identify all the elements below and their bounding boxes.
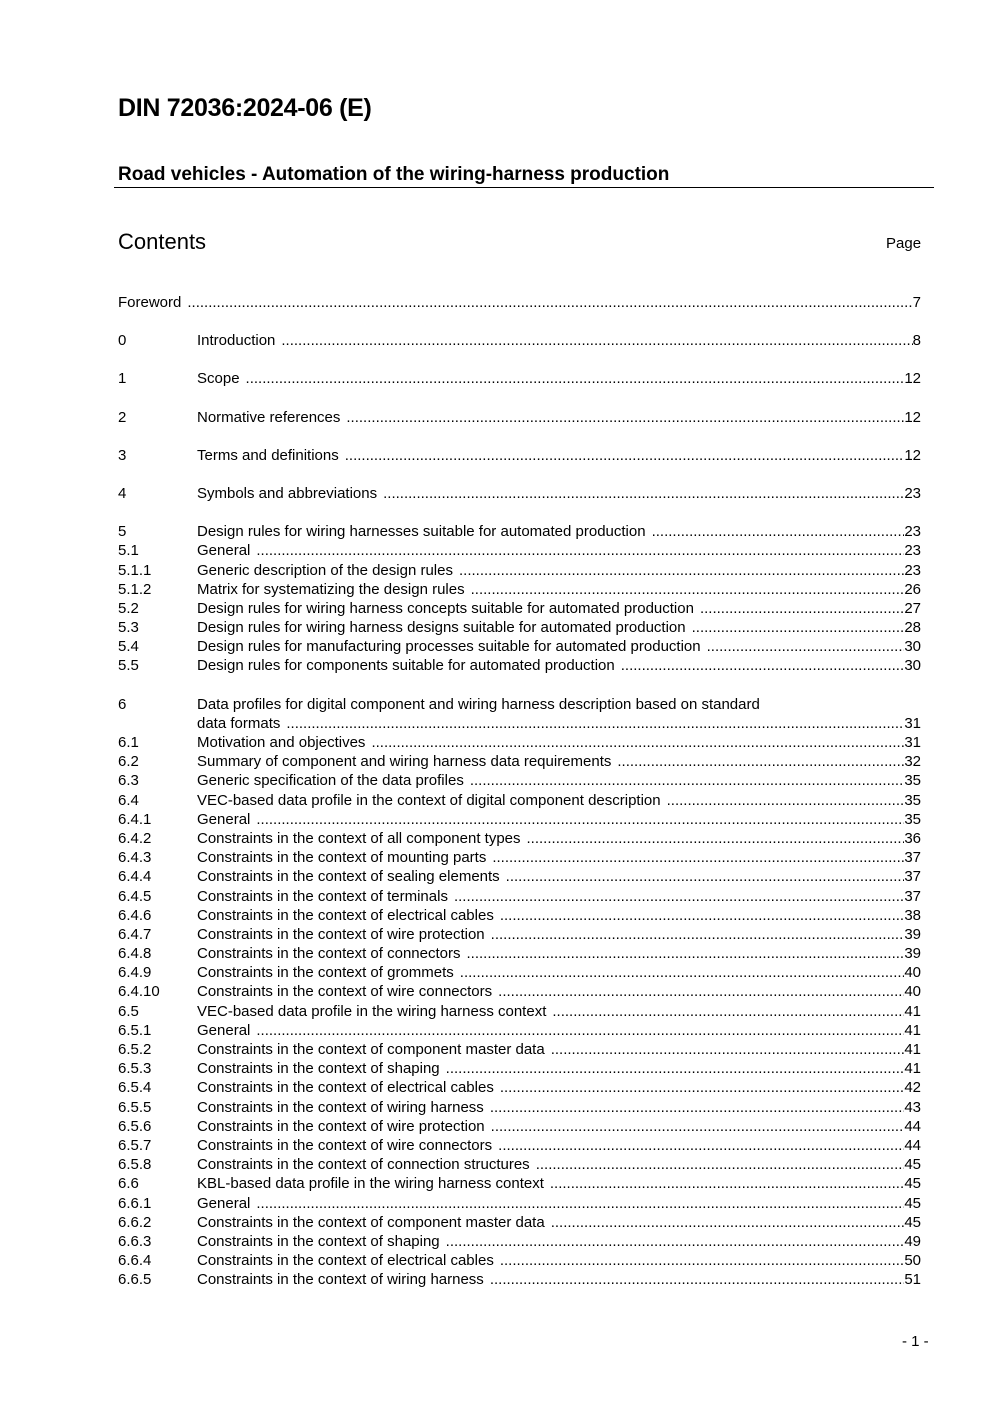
toc-entry-page: 35 bbox=[904, 791, 921, 809]
toc-entry-number: 6.5 bbox=[118, 1002, 139, 1020]
toc-entry-page: 23 bbox=[904, 561, 921, 579]
toc-leader-dots bbox=[246, 369, 905, 388]
toc-entry[interactable] bbox=[118, 906, 921, 925]
toc-entry-number: 5.1.1 bbox=[118, 561, 152, 579]
toc-entry-number: 6.6.1 bbox=[118, 1194, 152, 1212]
toc-leader-dots bbox=[692, 618, 905, 637]
toc-entry-page: 23 bbox=[904, 523, 921, 541]
toc-entry[interactable] bbox=[118, 522, 921, 541]
toc-entry-number: 6.4.3 bbox=[118, 849, 152, 867]
toc-leader-dots bbox=[551, 1040, 905, 1059]
toc-entry-title: Normative references bbox=[197, 408, 341, 426]
toc-entry-number: 6.4.7 bbox=[118, 925, 152, 943]
toc-entry[interactable] bbox=[118, 1194, 921, 1213]
toc-entry-number: 6.6 bbox=[118, 1175, 139, 1193]
toc-entry[interactable] bbox=[118, 1155, 921, 1174]
toc-entry-title: Generic specification of the data profiles bbox=[197, 772, 464, 790]
toc-leader-dots bbox=[459, 561, 904, 580]
toc-entry-page: 37 bbox=[904, 887, 921, 905]
toc-entry-number: 6.4.8 bbox=[118, 945, 152, 963]
toc-entry-number: 5.2 bbox=[118, 599, 139, 617]
toc-entry-page: 41 bbox=[904, 1021, 921, 1039]
toc-leader-dots bbox=[346, 408, 904, 427]
toc-entry[interactable] bbox=[118, 752, 921, 771]
toc-leader-dots bbox=[491, 925, 905, 944]
toc-entry-number: 3 bbox=[118, 446, 127, 464]
toc-entry[interactable] bbox=[118, 561, 921, 580]
toc-entry-title: Symbols and abbreviations bbox=[197, 484, 378, 502]
toc-entry-page: 12 bbox=[904, 446, 921, 464]
toc-entry-page: 41 bbox=[904, 1002, 921, 1020]
toc-entry-number: 6.3 bbox=[118, 772, 139, 790]
toc-entry-page: 23 bbox=[904, 542, 921, 560]
toc-leader-dots bbox=[491, 1117, 905, 1136]
toc-entry-title: Introduction bbox=[197, 332, 276, 350]
toc-leader-dots bbox=[552, 1002, 904, 1021]
toc-entry-page: 27 bbox=[904, 599, 921, 617]
toc-entry-title: Terms and definitions bbox=[197, 446, 339, 464]
toc-leader-dots bbox=[527, 829, 905, 848]
toc-entry[interactable] bbox=[118, 944, 921, 963]
toc-entry-title: Generic description of the design rules bbox=[197, 561, 453, 579]
toc-entry-number: 6.5.8 bbox=[118, 1156, 152, 1174]
toc-entry-title: Matrix for systematizing the design rules bbox=[197, 580, 465, 598]
toc-leader-dots bbox=[446, 1059, 905, 1078]
toc-entry[interactable] bbox=[118, 887, 921, 906]
toc-entry-title: Constraints in the context of sealing elements bbox=[197, 868, 500, 886]
toc-entry-title: Constraints in the context of wire protection bbox=[197, 925, 485, 943]
toc-leader-dots bbox=[506, 867, 905, 886]
toc-entry-title: Constraints in the context of electrical cables bbox=[197, 906, 494, 924]
toc-leader-dots bbox=[286, 714, 904, 733]
toc-entry-title: Summary of component and wiring harness data requirements bbox=[197, 753, 612, 771]
toc-entry[interactable] bbox=[118, 1213, 921, 1232]
toc-leader-dots bbox=[454, 887, 904, 906]
toc-entry-page: 40 bbox=[904, 964, 921, 982]
toc-entry[interactable] bbox=[118, 1117, 921, 1136]
toc-entry[interactable] bbox=[118, 1251, 921, 1270]
toc-leader-dots bbox=[500, 906, 904, 925]
toc-entry-title: Constraints in the context of electrical cables bbox=[197, 1252, 494, 1270]
toc-entry-number: 6.1 bbox=[118, 734, 139, 751]
toc-entry-number: 5.1.2 bbox=[118, 580, 152, 598]
toc-entry[interactable] bbox=[118, 331, 921, 350]
toc-leader-dots bbox=[621, 656, 905, 675]
toc-entry-title: Constraints in the context of connection structures bbox=[197, 1156, 530, 1174]
toc-entry-title: VEC-based data profile in the wiring harness context bbox=[197, 1002, 547, 1020]
toc-leader-dots bbox=[371, 733, 904, 752]
toc-entry-page: 51 bbox=[904, 1271, 921, 1289]
toc-entry[interactable] bbox=[118, 656, 921, 675]
toc-leader-dots bbox=[281, 331, 912, 350]
toc-entry[interactable] bbox=[118, 867, 921, 886]
toc-entry[interactable] bbox=[118, 810, 921, 829]
toc-entry-page: 50 bbox=[904, 1252, 921, 1270]
toc-entry-page: 32 bbox=[904, 753, 921, 771]
table-of-contents bbox=[118, 293, 921, 1289]
toc-entry-number: 6.4.5 bbox=[118, 887, 152, 905]
toc-entry-page: 12 bbox=[904, 408, 921, 426]
document-id: DIN 72036:2024-06 (E) bbox=[118, 94, 372, 122]
toc-entry[interactable] bbox=[118, 1078, 921, 1097]
toc-entry[interactable] bbox=[118, 599, 921, 618]
toc-entry-title: General bbox=[197, 810, 251, 828]
toc-entry-title: data formats bbox=[197, 714, 281, 732]
toc-leader-dots bbox=[470, 771, 904, 790]
toc-entry-title: Constraints in the context of component master data bbox=[197, 1213, 545, 1231]
toc-leader-dots bbox=[550, 1174, 904, 1193]
toc-entry-number: 0 bbox=[118, 332, 127, 350]
toc-entry-page: 30 bbox=[904, 638, 921, 656]
toc-leader-dots bbox=[667, 791, 905, 810]
toc-entry-page: 38 bbox=[904, 906, 921, 924]
toc-entry-number: 6.4.10 bbox=[118, 983, 160, 1001]
toc-entry-number: 5.5 bbox=[118, 657, 139, 675]
toc-entry-title: General bbox=[197, 542, 251, 560]
toc-leader-dots bbox=[256, 1194, 904, 1213]
toc-leader-dots bbox=[536, 1155, 905, 1174]
toc-entry[interactable] bbox=[118, 1136, 921, 1155]
toc-entry-title: Constraints in the context of shaping bbox=[197, 1232, 440, 1250]
toc-entry[interactable] bbox=[118, 829, 921, 848]
toc-entry-title: Design rules for wiring harness concepts suitable for automated production bbox=[197, 599, 694, 617]
toc-entry-page: 36 bbox=[904, 829, 921, 847]
toc-entry-number: 6.5.6 bbox=[118, 1117, 152, 1135]
toc-leader-dots bbox=[187, 293, 912, 312]
toc-entry[interactable] bbox=[118, 771, 921, 790]
toc-entry-number: 1 bbox=[118, 370, 127, 388]
toc-leader-dots bbox=[492, 848, 904, 867]
toc-entry-title: Constraints in the context of wiring harness bbox=[197, 1098, 484, 1116]
toc-entry[interactable] bbox=[118, 791, 921, 810]
toc-entry[interactable] bbox=[118, 714, 921, 733]
toc-entry-page: 44 bbox=[904, 1136, 921, 1154]
toc-entry-page: 31 bbox=[904, 734, 921, 751]
toc-entry[interactable] bbox=[118, 637, 921, 656]
toc-entry[interactable] bbox=[118, 1040, 921, 1059]
toc-entry-page: 41 bbox=[904, 1041, 921, 1058]
toc-entry[interactable] bbox=[118, 580, 921, 599]
toc-entry[interactable] bbox=[118, 695, 921, 714]
toc-entry-title: Constraints in the context of terminals bbox=[197, 887, 448, 905]
toc-entry-page: 39 bbox=[904, 945, 921, 963]
toc-entry-page: 42 bbox=[904, 1079, 921, 1097]
toc-leader-dots bbox=[471, 580, 905, 599]
toc-entry-number: 6 bbox=[118, 695, 127, 713]
toc-leader-dots bbox=[498, 982, 904, 1001]
toc-entry-number: 6.5.7 bbox=[118, 1136, 152, 1154]
toc-entry-number: 6.5.3 bbox=[118, 1060, 152, 1078]
toc-leader-dots bbox=[700, 599, 904, 618]
toc-leader-dots bbox=[490, 1098, 905, 1117]
toc-entry-page: 12 bbox=[904, 370, 921, 388]
toc-entry-number: 6.5.1 bbox=[118, 1021, 152, 1039]
toc-entry-number: 6.5.2 bbox=[118, 1041, 152, 1058]
toc-entry-title: Design rules for wiring harnesses suitable for automated production bbox=[197, 523, 646, 541]
toc-leader-dots bbox=[345, 446, 905, 465]
toc-entry[interactable] bbox=[118, 1232, 921, 1251]
toc-entry-page: 39 bbox=[904, 925, 921, 943]
toc-entry-page: 7 bbox=[912, 294, 921, 311]
toc-entry[interactable] bbox=[118, 484, 921, 503]
document-title: Road vehicles - Automation of the wiring-harness production bbox=[118, 164, 670, 185]
toc-leader-dots bbox=[617, 752, 904, 771]
toc-entry-number: 5.1 bbox=[118, 542, 139, 560]
toc-entry-page: 41 bbox=[904, 1060, 921, 1078]
toc-entry-number: 5.4 bbox=[118, 638, 139, 656]
toc-entry-number: 6.4.1 bbox=[118, 810, 152, 828]
toc-entry-title: Constraints in the context of all component types bbox=[197, 829, 521, 847]
toc-leader-dots bbox=[383, 484, 904, 503]
toc-entry[interactable] bbox=[118, 1059, 921, 1078]
toc-entry[interactable] bbox=[118, 848, 921, 867]
toc-entry-number: 5 bbox=[118, 523, 127, 541]
toc-entry-title: Constraints in the context of grommets bbox=[197, 964, 454, 982]
toc-entry-number: 6.6.5 bbox=[118, 1271, 152, 1289]
toc-entry-title: KBL-based data profile in the wiring harness context bbox=[197, 1175, 544, 1193]
contents-heading: Contents bbox=[118, 229, 207, 254]
toc-entry-title: VEC-based data profile in the context of digital component description bbox=[197, 791, 661, 809]
footer-page-number: - 1 - bbox=[902, 1333, 929, 1350]
toc-leader-dots bbox=[466, 944, 904, 963]
toc-leader-dots bbox=[707, 637, 905, 656]
toc-entry-number: 6.6.2 bbox=[118, 1213, 152, 1231]
toc-entry[interactable] bbox=[118, 408, 921, 427]
toc-entry-number: 6.6.3 bbox=[118, 1232, 152, 1250]
toc-entry-title: Design rules for manufacturing processes suitable for automated production bbox=[197, 638, 701, 656]
toc-entry[interactable] bbox=[118, 293, 921, 312]
toc-entry-page: 35 bbox=[904, 772, 921, 790]
toc-entry-title: Constraints in the context of component master data bbox=[197, 1041, 545, 1058]
toc-entry-title: Scope bbox=[197, 370, 240, 388]
toc-entry-number: 6.5.5 bbox=[118, 1098, 152, 1116]
toc-leader-dots bbox=[498, 1136, 904, 1155]
toc-entry[interactable] bbox=[118, 618, 921, 637]
toc-entry[interactable] bbox=[118, 1021, 921, 1040]
toc-entry-number: 6.2 bbox=[118, 753, 139, 771]
toc-entry-title: Constraints in the context of electrical cables bbox=[197, 1079, 494, 1097]
toc-leader-dots bbox=[446, 1232, 905, 1251]
toc-entry-number: 2 bbox=[118, 408, 127, 426]
toc-leader-dots bbox=[500, 1078, 904, 1097]
toc-entry-title: Motivation and objectives bbox=[197, 734, 366, 751]
toc-entry[interactable] bbox=[118, 446, 921, 465]
toc-entry-page: 45 bbox=[904, 1156, 921, 1174]
toc-entry-number: 6.4.2 bbox=[118, 829, 152, 847]
toc-leader-dots bbox=[500, 1251, 904, 1270]
toc-entry-title: Foreword bbox=[118, 294, 182, 311]
toc-entry-number: 6.5.4 bbox=[118, 1079, 152, 1097]
toc-entry-page: 28 bbox=[904, 619, 921, 637]
toc-entry-title: General bbox=[197, 1021, 251, 1039]
toc-entry-page: 44 bbox=[904, 1117, 921, 1135]
toc-leader-dots bbox=[256, 810, 904, 829]
toc-entry-page: 26 bbox=[904, 580, 921, 598]
toc-entry[interactable] bbox=[118, 1002, 921, 1021]
toc-entry-page: 43 bbox=[904, 1098, 921, 1116]
toc-entry-page: 23 bbox=[904, 484, 921, 502]
toc-entry-title: Constraints in the context of wire connectors bbox=[197, 1136, 493, 1154]
toc-entry-title: Design rules for components suitable for automated production bbox=[197, 657, 615, 675]
toc-entry-page: 31 bbox=[904, 714, 921, 732]
toc-leader-dots bbox=[652, 522, 905, 541]
toc-entry-title: Data profiles for digital component and wiring harness description based on standard bbox=[197, 695, 760, 713]
toc-entry-page: 49 bbox=[904, 1232, 921, 1250]
toc-entry[interactable] bbox=[118, 1174, 921, 1193]
toc-entry-page: 40 bbox=[904, 983, 921, 1001]
toc-entry-number: 4 bbox=[118, 484, 127, 502]
toc-entry-title: Constraints in the context of wiring harness bbox=[197, 1271, 484, 1289]
toc-leader-dots bbox=[490, 1270, 905, 1289]
toc-entry[interactable] bbox=[118, 541, 921, 560]
toc-leader-dots bbox=[460, 963, 905, 982]
toc-entry[interactable] bbox=[118, 982, 921, 1001]
toc-entry-page: 8 bbox=[912, 332, 921, 350]
toc-entry-number: 6.4 bbox=[118, 791, 139, 809]
toc-entry-number: 6.4.6 bbox=[118, 906, 152, 924]
toc-entry-page: 30 bbox=[904, 657, 921, 675]
toc-entry-page: 35 bbox=[904, 810, 921, 828]
toc-entry-number: 6.4.4 bbox=[118, 868, 152, 886]
toc-entry-page: 45 bbox=[904, 1175, 921, 1193]
toc-entry-number: 5.3 bbox=[118, 619, 139, 637]
page-column-heading: Page bbox=[886, 235, 922, 252]
toc-entry[interactable] bbox=[118, 733, 921, 752]
toc-entry[interactable] bbox=[118, 925, 921, 944]
toc-entry-page: 45 bbox=[904, 1194, 921, 1212]
toc-entry-title: Design rules for wiring harness designs suitable for automated production bbox=[197, 619, 686, 637]
toc-leader-dots bbox=[551, 1213, 905, 1232]
toc-entry-number: 6.4.9 bbox=[118, 964, 152, 982]
toc-entry-title: Constraints in the context of shaping bbox=[197, 1060, 440, 1078]
toc-leader-dots bbox=[256, 541, 904, 560]
toc-entry[interactable] bbox=[118, 963, 921, 982]
title-divider bbox=[114, 187, 934, 188]
toc-entry-title: Constraints in the context of wire connectors bbox=[197, 983, 493, 1001]
toc-entry[interactable] bbox=[118, 1098, 921, 1117]
toc-entry-title: General bbox=[197, 1194, 251, 1212]
toc-entry[interactable] bbox=[118, 1270, 921, 1289]
toc-entry-title: Constraints in the context of connectors bbox=[197, 945, 461, 963]
toc-entry-title: Constraints in the context of wire protection bbox=[197, 1117, 485, 1135]
toc-entry[interactable] bbox=[118, 369, 921, 388]
toc-entry-number: 6.6.4 bbox=[118, 1252, 152, 1270]
toc-entry-title: Constraints in the context of mounting parts bbox=[197, 849, 487, 867]
toc-leader-dots bbox=[256, 1021, 904, 1040]
toc-entry-page: 37 bbox=[904, 868, 921, 886]
toc-entry-page: 45 bbox=[904, 1213, 921, 1231]
toc-entry-page: 37 bbox=[904, 849, 921, 867]
